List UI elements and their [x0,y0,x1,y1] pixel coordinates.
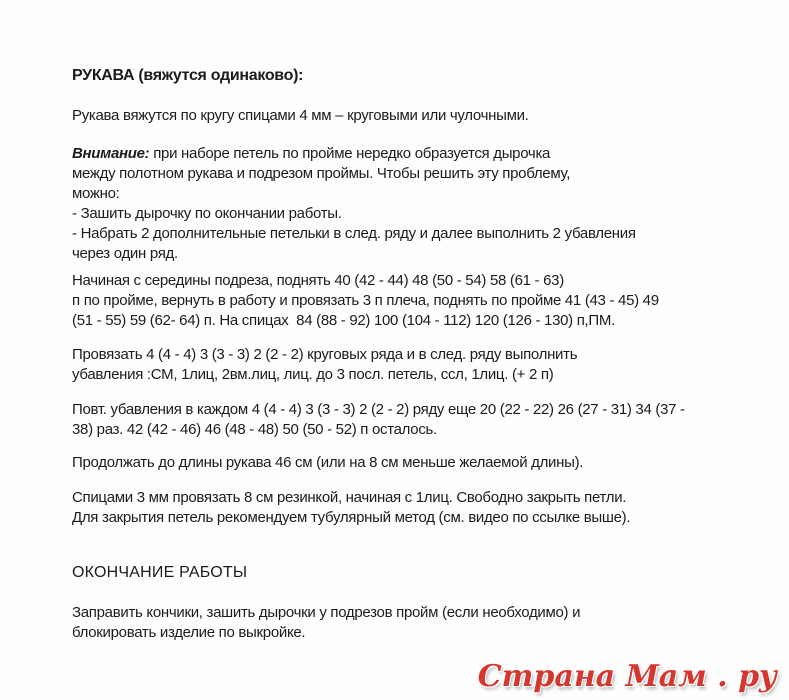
text-line: Начиная с середины подреза, поднять 40 (42 - 44) 48 (50 - 54) 58 (61 - 63) [72,272,564,289]
text-line: Повт. убавления в каждом 4 (4 - 4) 3 (3 - 3) 2 (2 - 2) ряду еще 20 (22 - 22) 26 (27 - 31) 34 (37 - [72,401,685,418]
warning-line1-rest: при наборе петель по пройме нередко образуется дырочка [149,145,551,162]
section-title-sleeves [72,66,789,86]
paragraph-sleeve-length [72,453,789,473]
text-line: п по пройме, вернуть в работу и провязать 3 п плеча, поднять по пройме 41 (43 - 45) 49 [72,292,659,309]
text-line: блокировать изделие по выкройке. [72,624,306,641]
paragraph-decrease-setup [72,345,789,385]
text-line: - Зашить дырочку по окончании работы. [72,205,342,222]
paragraph-decrease-repeat [72,400,789,440]
paragraph-pickup-stitches [72,271,789,331]
section-title-text: РУКАВА (вяжутся одинаково): [72,67,304,84]
text-line: можно: [72,185,120,202]
text-line: через один ряд. [72,245,178,262]
text-line: Заправить кончики, зашить дырочки у подрезов пройм (если необходимо) и [72,604,581,621]
paragraph-warning [72,144,789,264]
text-line: - Набрать 2 дополнительные петельки в след. ряду и далее выполнить 2 убавления [72,225,636,242]
text-line: Спицами 3 мм провязать 8 см резинкой, начиная с 1лиц. Свободно закрыть петли. [72,489,627,506]
text-line: между полотном рукава и подрезом проймы. Чтобы решить эту проблему, [72,165,571,182]
section-title-finishing [72,563,789,583]
paragraph-finishing [72,603,789,643]
text-line: Продолжать до длины рукава 46 см (или на 8 см меньше желаемой длины). [72,454,584,471]
paragraph-cuff [72,488,789,528]
text-line: 38) раз. 42 (42 - 46) 46 (48 - 48) 50 (50 - 52) п осталось. [72,421,437,438]
text-line: Рукава вяжутся по кругу спицами 4 мм – круговыми или чулочными. [72,107,529,124]
text-line: убавления :СМ, 1лиц, 2вм.лиц, лиц. до 3 посл. петель, ссл, 1лиц. (+ 2 п) [72,366,554,383]
text-line: Для закрытия петель рекомендуем тубулярный метод (см. видео по ссылке выше). [72,509,631,526]
section-title-text: ОКОНЧАНИЕ РАБОТЫ [72,564,248,581]
site-watermark: Страна Мам . ру [477,659,777,694]
paragraph-intro [72,106,789,126]
text-line: Провязать 4 (4 - 4) 3 (3 - 3) 2 (2 - 2) круговых ряда и в след. ряду выполнить [72,346,578,363]
document-content [72,66,789,643]
text-line [72,144,789,164]
warning-label: Внимание: [72,145,150,162]
text-line: (51 - 55) 59 (62- 64) п. На спицах 84 (88 - 92) 100 (104 - 112) 120 (126 - 130) п,ПМ. [72,312,615,329]
